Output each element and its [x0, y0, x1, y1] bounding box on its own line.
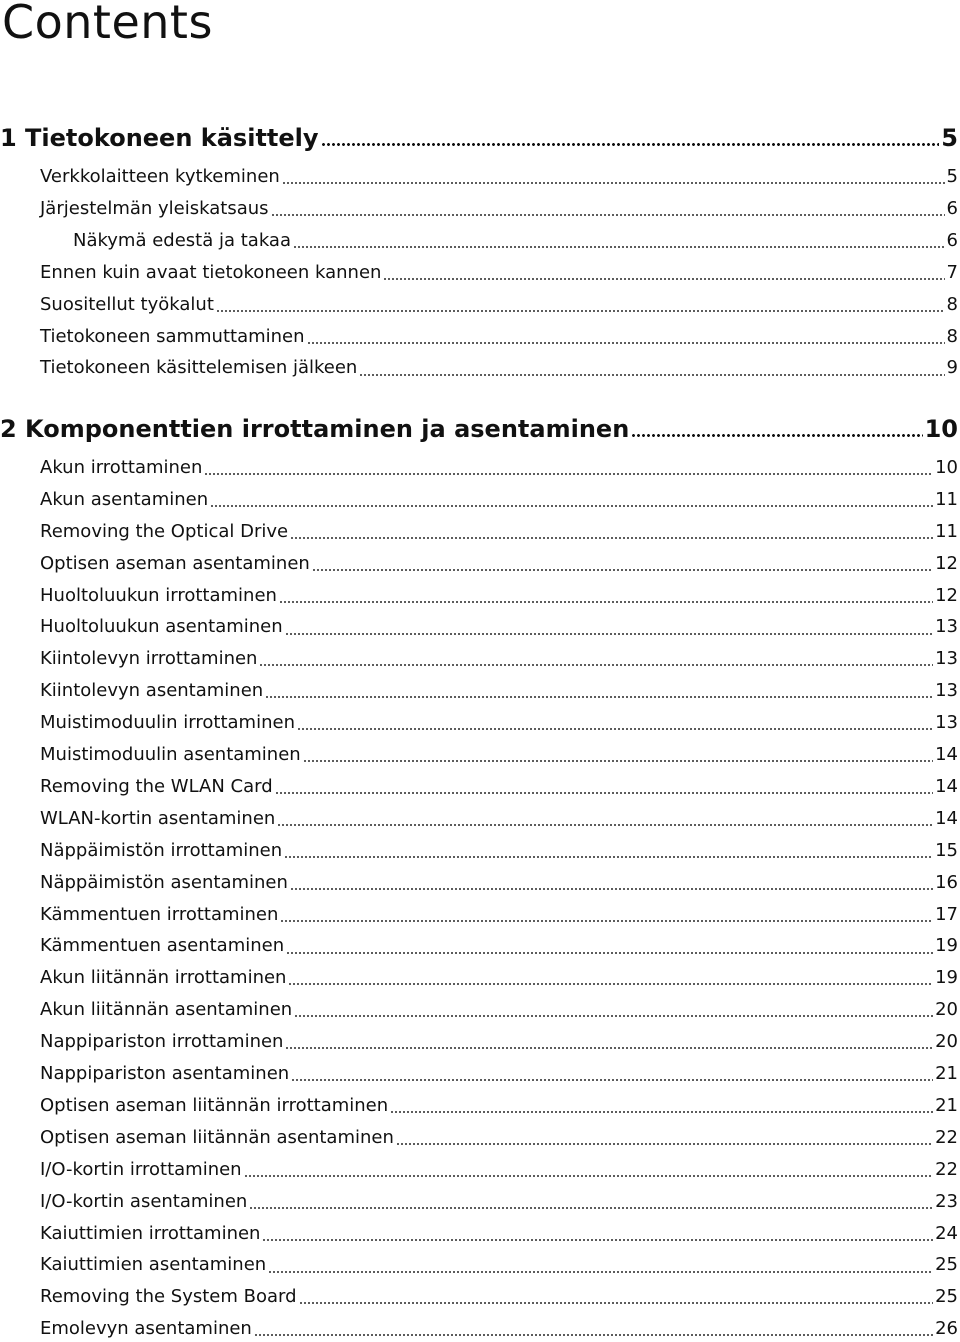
- toc-page-number: 10: [935, 456, 958, 478]
- toc-entry-title: Akun liitännän asentaminen: [40, 999, 293, 1021]
- toc-entry-title: Nappipariston asentaminen: [40, 1063, 290, 1084]
- toc-page-number: 5: [941, 124, 958, 152]
- toc-entry[interactable]: [40, 646, 958, 672]
- toc-dot-leader: [249, 1189, 933, 1215]
- toc-entry[interactable]: [40, 324, 958, 350]
- toc-entry[interactable]: [40, 965, 958, 991]
- toc-page-number: 7: [946, 261, 958, 283]
- toc-page-number: 13: [935, 616, 958, 638]
- toc-page-number: 20: [935, 999, 958, 1021]
- toc-dot-leader: [275, 774, 933, 800]
- toc-entry[interactable]: [40, 933, 958, 959]
- toc-dot-leader: [285, 614, 933, 640]
- toc-dot-leader: [277, 806, 933, 832]
- toc-entry-title: Huoltoluukun asentaminen: [40, 616, 283, 638]
- toc-entry[interactable]: [40, 902, 958, 928]
- toc-page-number: 11: [935, 520, 958, 542]
- toc-page-number: 13: [935, 712, 958, 734]
- toc-entry[interactable]: [40, 1252, 958, 1278]
- toc-entry-title: Näppäimistön irrottaminen: [40, 839, 283, 861]
- toc-entry-title: Huoltoluukun irrottaminen: [40, 584, 277, 606]
- toc-dot-leader: [312, 551, 933, 577]
- toc-entry[interactable]: [40, 519, 958, 545]
- toc-entry-title: I/O-kortin asentaminen: [40, 1190, 248, 1212]
- toc-entry-title: Näkymä edestä ja takaa: [73, 229, 291, 251]
- toc-dot-leader: [279, 583, 933, 609]
- toc-entry[interactable]: [40, 1093, 958, 1119]
- toc-entry-title: Kiintolevyn asentaminen: [40, 680, 264, 702]
- toc-page-number: 25: [935, 1254, 958, 1276]
- toc-dot-leader: [286, 933, 933, 959]
- toc-dot-leader: [285, 1029, 933, 1055]
- toc-page-number: 24: [935, 1222, 958, 1244]
- toc-page-number: 11: [935, 488, 958, 510]
- toc-entry-title: Removing the System Board: [40, 1286, 297, 1308]
- toc-entry-title: Kaiuttimien asentaminen: [40, 1254, 267, 1276]
- toc-entry[interactable]: [40, 196, 958, 222]
- toc-page-number: 10: [924, 414, 958, 443]
- toc-page-number: 17: [935, 903, 958, 925]
- toc-entry-title: Akun liitännän irrottaminen: [40, 967, 287, 989]
- toc-dot-leader: [297, 710, 933, 736]
- toc-entry[interactable]: [40, 164, 958, 190]
- toc-entry-title: Ennen kuin avaat tietokoneen kannen: [40, 261, 382, 283]
- toc-entry[interactable]: [40, 806, 958, 832]
- toc-chapter-entry[interactable]: [0, 123, 958, 153]
- toc-entry-title: I/O-kortin irrottaminen: [40, 1158, 242, 1180]
- toc-page-number: 19: [935, 935, 958, 957]
- toc-entry-title: Kämmentuen irrottaminen: [40, 903, 279, 925]
- toc-dot-leader: [299, 1284, 934, 1310]
- toc-dot-leader: [254, 1316, 933, 1342]
- toc-dot-leader: [631, 414, 922, 444]
- toc-entry[interactable]: [40, 614, 958, 640]
- toc-entry[interactable]: [40, 1157, 958, 1183]
- toc-page-number: 21: [935, 1063, 958, 1084]
- toc-dot-leader: [390, 1093, 933, 1119]
- toc-dot-leader: [265, 678, 933, 704]
- toc-dot-leader: [290, 870, 933, 896]
- toc-entry-title: Tietokoneen käsittelemisen jälkeen: [40, 357, 358, 379]
- toc-dot-leader: [210, 487, 933, 513]
- toc-entry[interactable]: [40, 292, 958, 318]
- toc-entry[interactable]: [73, 228, 958, 254]
- toc-entry[interactable]: [40, 487, 958, 513]
- toc-entry[interactable]: [40, 1189, 958, 1215]
- toc-entry-title: WLAN-kortin asentaminen: [40, 807, 276, 829]
- toc-page-number: 14: [935, 775, 958, 797]
- toc-page-number: 16: [935, 871, 958, 893]
- toc-entry[interactable]: [40, 455, 958, 481]
- toc-dot-leader: [290, 519, 933, 545]
- toc-entry-title: Emolevyn asentaminen: [40, 1318, 252, 1340]
- toc-entry-title: Tietokoneen sammuttaminen: [40, 325, 305, 347]
- page-title: Contents: [2, 0, 213, 49]
- toc-page-number: 20: [935, 1031, 958, 1053]
- toc-page-number: 25: [935, 1286, 958, 1308]
- toc-dot-leader: [294, 997, 933, 1023]
- toc-dot-leader: [303, 742, 933, 768]
- toc-entry-title: Akun irrottaminen: [40, 456, 203, 478]
- toc-entry-title: Removing the WLAN Card: [40, 775, 273, 797]
- toc-entry-title: Nappipariston irrottaminen: [40, 1031, 284, 1053]
- toc-entry[interactable]: [40, 1221, 958, 1247]
- toc-page-number: 19: [935, 967, 958, 989]
- toc-page-number: 5: [946, 166, 958, 187]
- toc-entry-title: 1 Tietokoneen käsittely: [0, 124, 319, 152]
- toc-page-number: 14: [935, 744, 958, 765]
- toc-entry[interactable]: [40, 774, 958, 800]
- toc-dot-leader: [359, 355, 944, 381]
- toc-dot-leader: [293, 228, 945, 254]
- toc-dot-leader: [307, 324, 945, 350]
- toc-entry-title: Suositellut työkalut: [40, 293, 214, 315]
- toc-page-number: 8: [946, 325, 958, 347]
- toc-entry-title: Muistimoduulin irrottaminen: [40, 712, 295, 734]
- toc-entry-title: 2 Komponenttien irrottaminen ja asentaminen: [0, 414, 630, 443]
- toc-entry-title: Akun asentaminen: [40, 488, 209, 510]
- toc-entry-title: Näppäimistön asentaminen: [40, 871, 288, 893]
- toc-entry[interactable]: [40, 838, 958, 864]
- toc-dot-leader: [244, 1157, 933, 1183]
- toc-page-number: 22: [935, 1158, 958, 1180]
- toc-dot-leader: [216, 292, 945, 318]
- toc-page-number: 12: [935, 552, 958, 574]
- toc-dot-leader: [383, 260, 944, 286]
- toc-page-number: 15: [935, 839, 958, 861]
- toc-entry[interactable]: [40, 355, 958, 381]
- toc-page-number: 13: [935, 680, 958, 702]
- toc-dot-leader: [282, 164, 945, 190]
- toc-entry-title: Verkkolaitteen kytkeminen: [40, 166, 280, 187]
- toc-chapter-entry[interactable]: [0, 414, 958, 444]
- toc-page-number: 8: [946, 293, 958, 315]
- toc-entry[interactable]: [40, 583, 958, 609]
- toc-dot-leader: [268, 1252, 933, 1278]
- toc-dot-leader: [280, 902, 933, 928]
- toc-page-number: 26: [935, 1318, 958, 1340]
- toc-page-number: 9: [946, 357, 958, 379]
- toc-entry[interactable]: [40, 678, 958, 704]
- toc-page-number: 22: [935, 1126, 958, 1148]
- toc-entry[interactable]: [40, 997, 958, 1023]
- toc-entry-title: Kämmentuen asentaminen: [40, 935, 285, 957]
- toc-dot-leader: [291, 1061, 933, 1087]
- toc-entry[interactable]: [40, 1061, 958, 1087]
- toc-entry[interactable]: [40, 260, 958, 286]
- toc-page-number: 6: [946, 229, 958, 251]
- toc-entry[interactable]: [40, 1125, 958, 1151]
- toc-dot-leader: [396, 1125, 933, 1151]
- toc-page-number: 6: [946, 197, 958, 219]
- toc-entry[interactable]: [40, 1029, 958, 1055]
- toc-dot-leader: [262, 1221, 933, 1247]
- toc-entry[interactable]: [40, 742, 958, 768]
- toc-page-number: 23: [935, 1190, 958, 1212]
- toc-entry[interactable]: [40, 551, 958, 577]
- toc-entry[interactable]: [40, 710, 958, 736]
- toc-entry[interactable]: [40, 870, 958, 896]
- toc-dot-leader: [259, 646, 933, 672]
- toc-entry-title: Muistimoduulin asentaminen: [40, 744, 301, 765]
- toc-entry-title: Removing the Optical Drive: [40, 520, 289, 542]
- toc-dot-leader: [204, 455, 933, 481]
- toc-entry-title: Optisen aseman asentaminen: [40, 552, 310, 574]
- toc-dot-leader: [288, 965, 933, 991]
- toc-dot-leader: [284, 838, 933, 864]
- toc-entry[interactable]: [40, 1284, 958, 1310]
- toc-entry-title: Kiintolevyn irrottaminen: [40, 648, 258, 670]
- toc-page-number: 21: [935, 1094, 958, 1116]
- toc-entry-title: Kaiuttimien irrottaminen: [40, 1222, 261, 1244]
- toc-dot-leader: [271, 196, 945, 222]
- toc-entry-title: Optisen aseman liitännän asentaminen: [40, 1126, 394, 1148]
- toc-dot-leader: [321, 123, 940, 153]
- toc-page-number: 12: [935, 584, 958, 606]
- toc-page-number: 13: [935, 648, 958, 670]
- toc-page-number: 14: [935, 807, 958, 829]
- toc-entry-title: Järjestelmän yleiskatsaus: [40, 197, 269, 219]
- toc-entry-title: Optisen aseman liitännän irrottaminen: [40, 1094, 389, 1116]
- toc-entry[interactable]: [40, 1316, 958, 1342]
